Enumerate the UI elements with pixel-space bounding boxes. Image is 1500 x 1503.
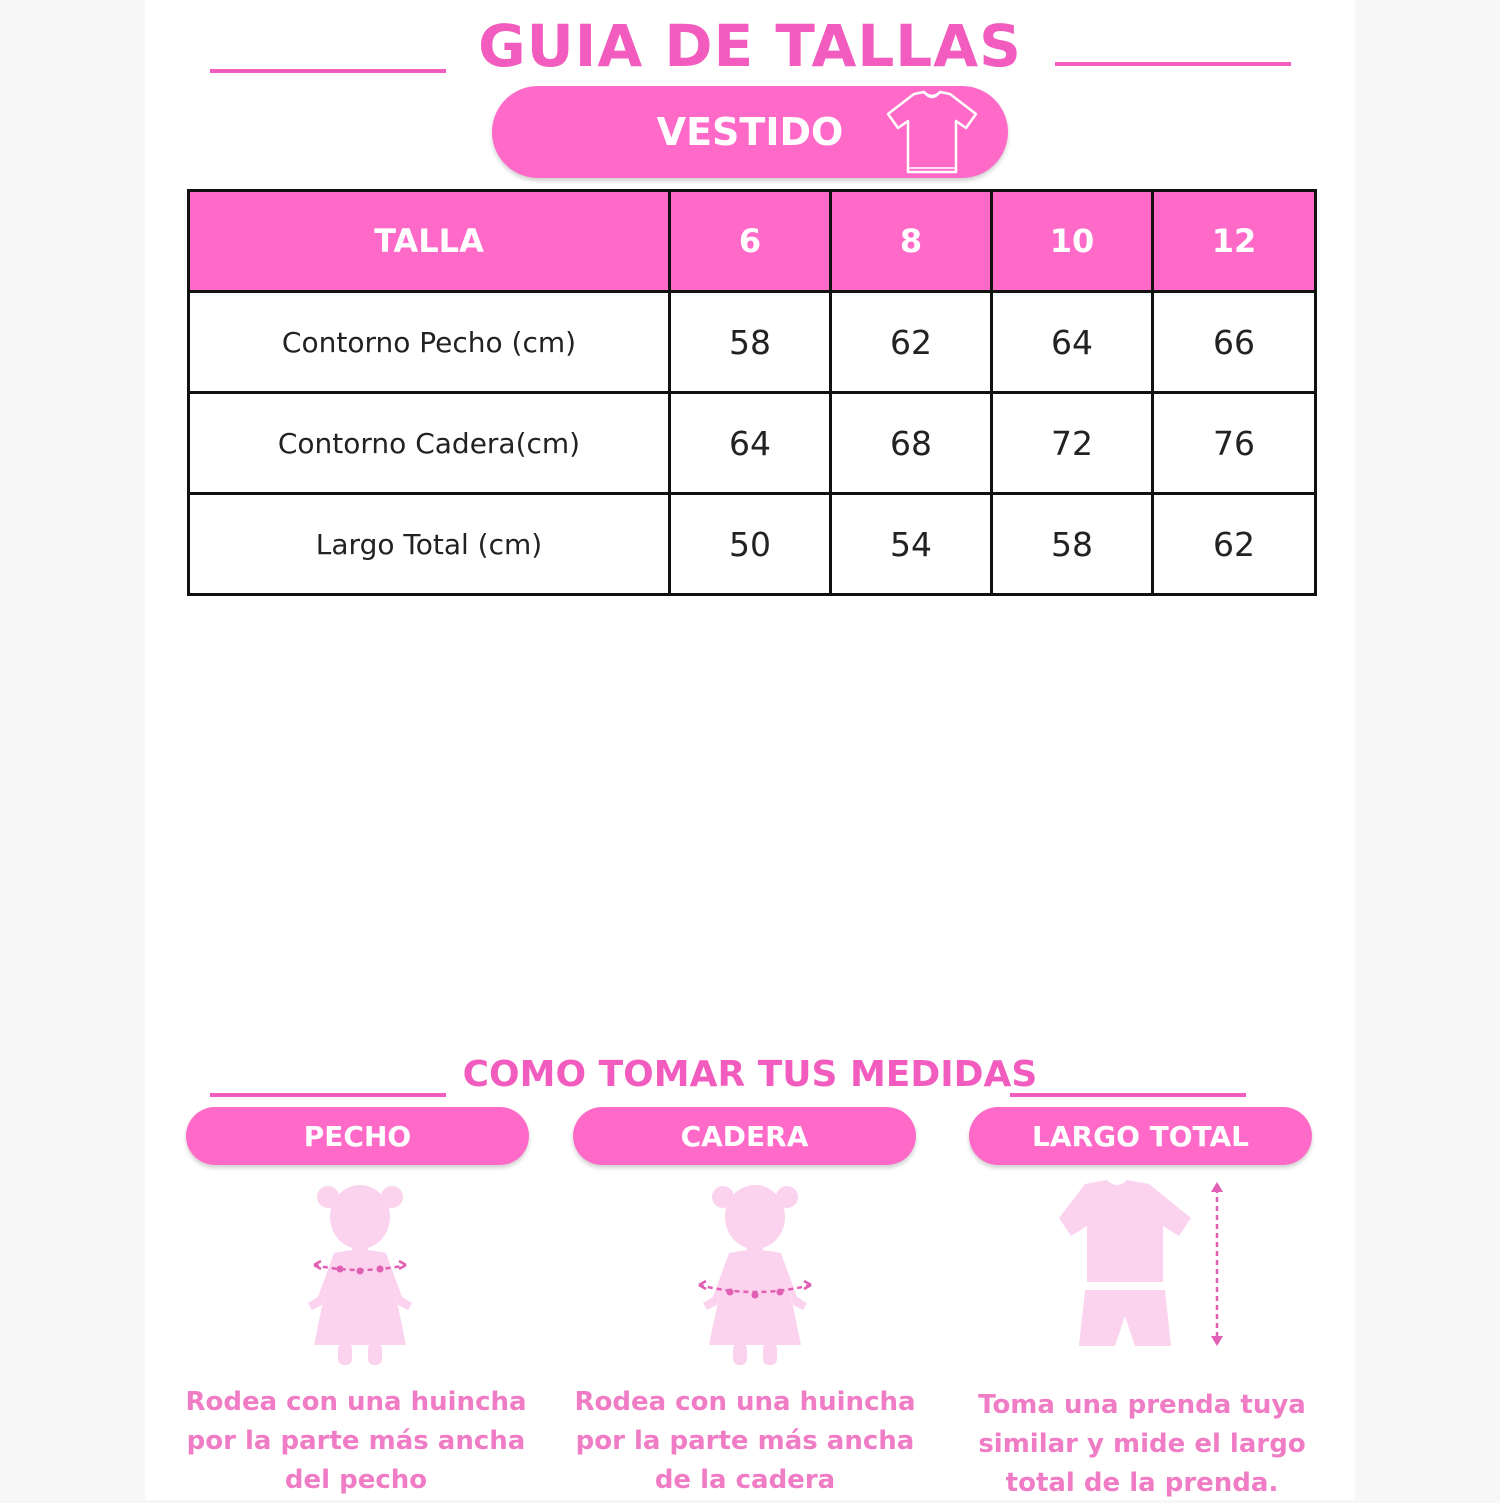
cell-value: 66 — [1153, 292, 1316, 393]
girl-hip-measure-icon — [685, 1175, 825, 1370]
table-row — [189, 393, 1316, 494]
table-header-row — [189, 191, 1316, 292]
howto-title: COMO TOMAR TUS MEDIDAS — [462, 1054, 1038, 1095]
header-talla: TALLA — [189, 191, 670, 292]
cell-value: 64 — [670, 393, 831, 494]
cell-value: 72 — [992, 393, 1153, 494]
caption-cadera — [555, 1383, 935, 1500]
girl-chest-measure-icon — [290, 1175, 430, 1370]
header-size: 12 — [1153, 191, 1316, 292]
cell-value: 50 — [670, 494, 831, 595]
section-badge-cadera — [573, 1107, 916, 1165]
tshirt-icon — [884, 88, 980, 176]
header-size: 8 — [831, 191, 992, 292]
section-badge-pecho — [186, 1107, 529, 1165]
header-size: 6 — [670, 191, 831, 292]
page-title: GUIA DE TALLAS — [478, 12, 1022, 80]
caption-line: Rodea con una huincha — [574, 1387, 916, 1417]
size-table — [187, 189, 1317, 596]
cell-value: 76 — [1153, 393, 1316, 494]
table-row — [189, 292, 1316, 393]
section-badge-largo-total — [969, 1107, 1312, 1165]
row-label: Contorno Cadera(cm) — [189, 393, 670, 494]
row-label: Largo Total (cm) — [189, 494, 670, 595]
section-label: PECHO — [303, 1119, 412, 1153]
cell-value: 68 — [831, 393, 992, 494]
caption-line: de la cadera — [654, 1465, 836, 1495]
cell-value: 58 — [670, 292, 831, 393]
cell-value: 64 — [992, 292, 1153, 393]
caption-line: total de la prenda. — [1005, 1468, 1279, 1498]
garment-label: VESTIDO — [656, 110, 844, 154]
table-row — [189, 494, 1316, 595]
cell-value: 62 — [831, 292, 992, 393]
caption-line: por la parte más ancha — [186, 1426, 526, 1456]
cell-value: 62 — [1153, 494, 1316, 595]
cell-value: 58 — [992, 494, 1153, 595]
section-label: LARGO TOTAL — [1032, 1119, 1249, 1153]
cell-value: 54 — [831, 494, 992, 595]
row-label: Contorno Pecho (cm) — [189, 292, 670, 393]
caption-line: Rodea con una huincha — [185, 1387, 527, 1417]
header-size: 10 — [992, 191, 1153, 292]
caption-line: similar y mide el largo — [978, 1429, 1306, 1459]
garment-length-measure-icon — [1055, 1178, 1235, 1353]
caption-line: Toma una prenda tuya — [978, 1390, 1306, 1420]
caption-line: por la parte más ancha — [575, 1426, 915, 1456]
section-label: CADERA — [680, 1119, 809, 1153]
caption-pecho — [166, 1383, 546, 1500]
caption-line: del pecho — [284, 1465, 428, 1495]
caption-largo-total — [952, 1386, 1332, 1503]
